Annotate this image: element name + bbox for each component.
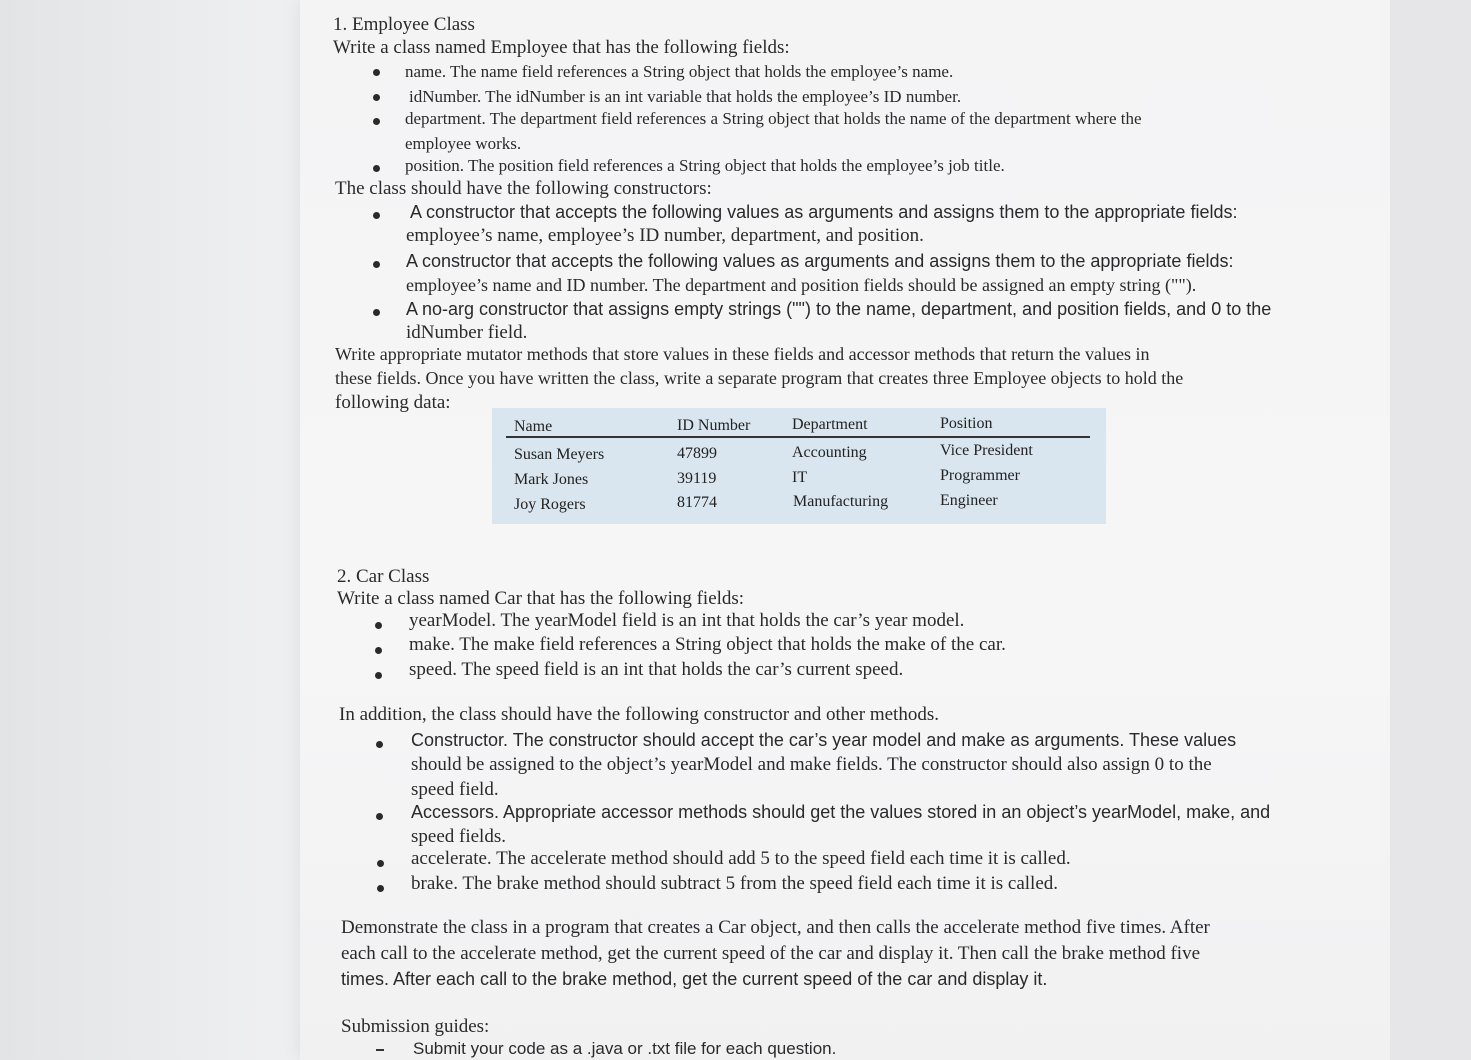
submission-heading: Submission guides:	[341, 1016, 490, 1037]
q1-constructor-2-cont: employee’s name and ID number. The department and position fields should be assigned an empty string ("").	[406, 275, 1197, 295]
table-header-position: Position	[940, 415, 993, 432]
table-cell: Vice President	[940, 442, 1033, 459]
bullet-icon	[375, 647, 382, 654]
q1-constructor-3-cont: idNumber field.	[406, 322, 528, 343]
q1-constructor-2: A constructor that accepts the following values as arguments and assigns them to the appropriate fields:	[406, 251, 1234, 271]
q1-field-department-cont: employee works.	[405, 134, 522, 153]
q2-intro: Write a class named Car that has the following fields:	[337, 588, 745, 609]
q2-demo-2: each call to the accelerate method, get the current speed of the car and display it. Then call the brake method five	[341, 943, 1201, 964]
table-header-department: Department	[792, 416, 868, 433]
table-cell: 39119	[677, 470, 717, 487]
q2-demo-1: Demonstrate the class in a program that creates a Car object, and then calls the accelerate method five times. After	[341, 917, 1210, 938]
q1-constructors-intro: The class should have the following constructors:	[335, 178, 712, 199]
table-cell: Mark Jones	[514, 471, 589, 488]
table-cell: Manufacturing	[793, 493, 889, 510]
bullet-icon	[373, 118, 380, 125]
q2-method-brake: brake. The brake method should subtract 5 from the speed field each time it is called.	[411, 873, 1059, 894]
window-edge	[1390, 0, 1471, 1060]
bullet-icon	[373, 165, 380, 172]
q1-field-department: department. The department field references a String object that holds the name of the department where the	[405, 109, 1142, 128]
q1-closing-2: these fields. Once you have written the class, write a separate program that creates three Employee objects to hold the	[335, 368, 1184, 388]
submission-item: Submit your code as a .java or .txt file for each question.	[413, 1039, 837, 1058]
q1-field-name: name. The name field references a String object that holds the employee’s name.	[405, 62, 954, 81]
table-cell: Susan Meyers	[514, 446, 605, 463]
q2-method-accessors-cont: speed fields.	[411, 826, 506, 847]
table-cell: IT	[792, 469, 808, 486]
q2-demo-3: times. After each call to the brake method, get the current speed of the car and display it.	[341, 969, 1048, 989]
bullet-icon	[376, 741, 383, 748]
q1-field-position: position. The position field references a String object that holds the employee’s job title.	[405, 156, 1005, 175]
q2-method-constructor: Constructor. The constructor should accept the car’s year model and make as arguments. These values	[411, 730, 1237, 750]
bullet-icon	[376, 813, 383, 820]
bullet-icon	[373, 94, 380, 101]
table-header-name: Name	[514, 418, 553, 435]
q2-method-accelerate: accelerate. The accelerate method should add 5 to the speed field each time it is called.	[411, 848, 1071, 869]
bullet-icon	[373, 69, 380, 76]
bullet-icon	[377, 860, 384, 867]
table-header-id: ID Number	[677, 417, 751, 434]
q1-constructor-3: A no-arg constructor that assigns empty strings ("") to the name, department, and position fields, and 0 to the	[406, 299, 1272, 319]
table-cell: Accounting	[792, 444, 867, 461]
bullet-icon	[377, 885, 384, 892]
employee-data-table	[492, 408, 1106, 524]
dash-bullet-icon	[376, 1049, 384, 1051]
bullet-icon	[373, 261, 380, 268]
q2-heading: 2. Car Class	[337, 566, 430, 587]
bullet-icon	[375, 622, 382, 629]
q2-field-speed: speed. The speed field is an int that holds the car’s current speed.	[409, 659, 904, 680]
table-cell: Engineer	[940, 492, 998, 509]
q2-methods-intro: In addition, the class should have the following constructor and other methods.	[339, 704, 939, 725]
bullet-icon	[373, 309, 380, 316]
q1-closing-3: following data:	[335, 392, 451, 413]
bullet-icon	[373, 212, 380, 219]
q2-field-make: make. The make field references a String object that holds the make of the car.	[409, 634, 1006, 655]
q2-method-constructor-cont2: speed field.	[411, 779, 499, 800]
bullet-icon	[375, 672, 382, 679]
table-cell: Joy Rogers	[514, 496, 586, 513]
q2-method-accessors: Accessors. Appropriate accessor methods should get the values stored in an object’s yearModel, make, and	[411, 802, 1271, 822]
q1-heading: 1. Employee Class	[333, 14, 475, 35]
q1-intro: Write a class named Employee that has the following fields:	[333, 37, 790, 58]
q2-method-constructor-cont: should be assigned to the object’s yearModel and make fields. The constructor should also assign 0 to the	[411, 754, 1212, 775]
q1-field-idnumber: idNumber. The idNumber is an int variable that holds the employee’s ID number.	[409, 87, 962, 106]
q1-constructor-1-cont: employee’s name, employee’s ID number, department, and position.	[406, 225, 924, 246]
q1-constructor-1: A constructor that accepts the following values as arguments and assigns them to the appropriate fields:	[410, 202, 1238, 222]
table-cell: 81774	[677, 494, 717, 511]
q1-closing-1: Write appropriate mutator methods that store values in these fields and accessor methods that return the values in	[335, 344, 1150, 364]
table-cell: Programmer	[940, 467, 1020, 484]
table-cell: 47899	[677, 445, 717, 462]
table-header-rule	[506, 436, 1090, 438]
q2-field-yearmodel: yearModel. The yearModel field is an int that holds the car’s year model.	[409, 610, 965, 631]
